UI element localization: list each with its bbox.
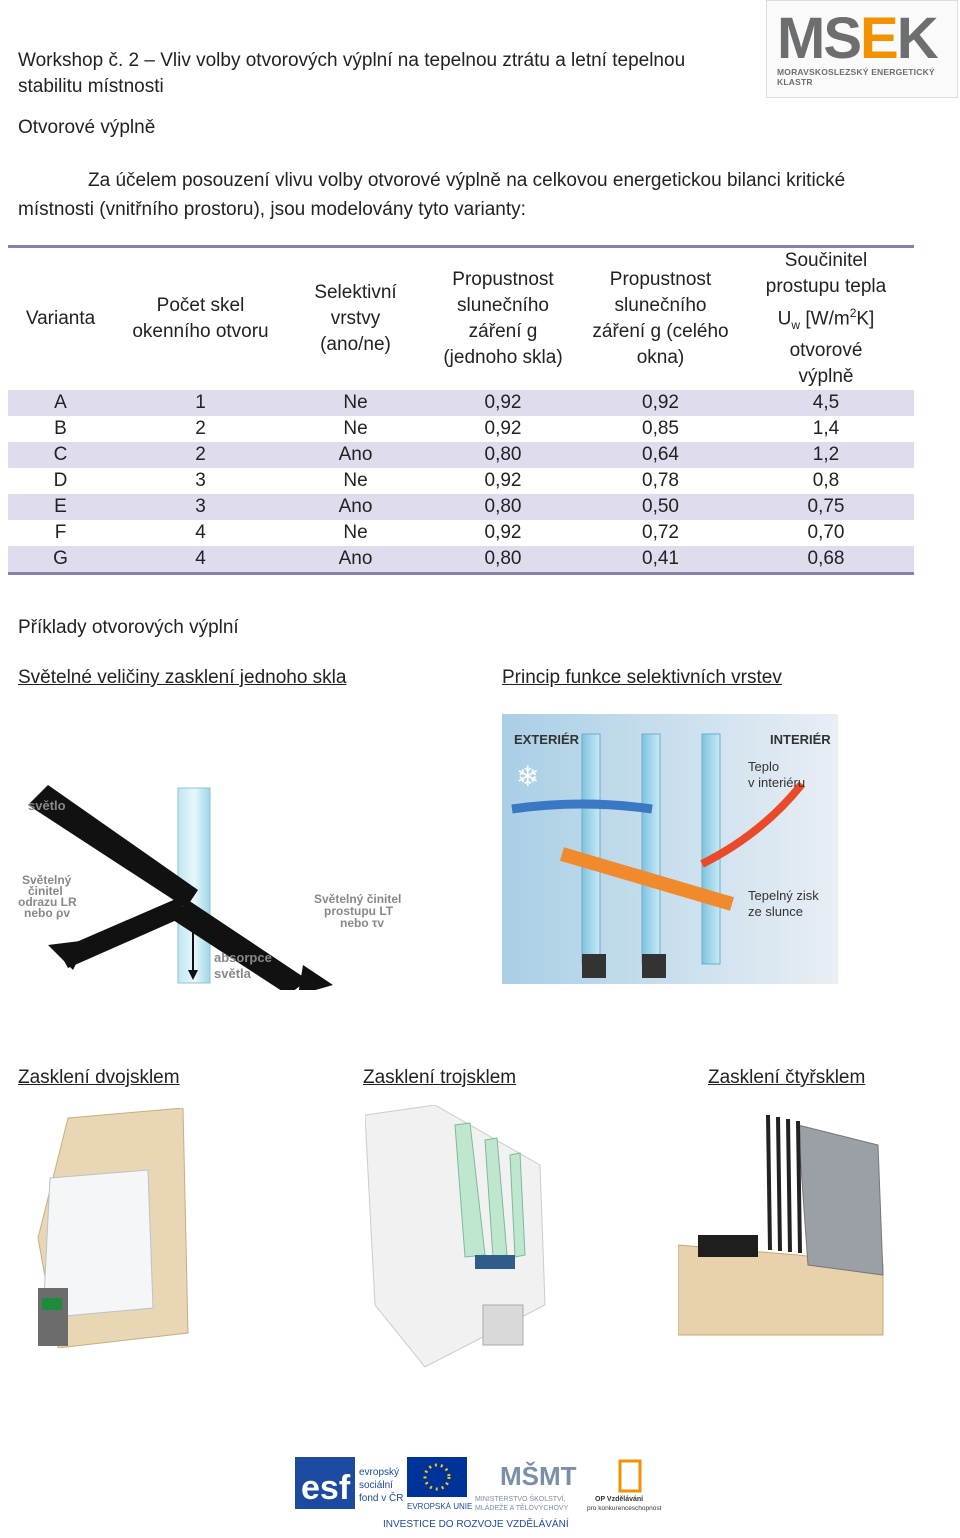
table-cell: 1,4 — [812, 418, 840, 440]
table-cell: 0,78 — [642, 470, 679, 492]
table-cell: 0,80 — [423, 546, 583, 574]
table-cell: Ne — [343, 470, 368, 492]
svg-text:EXTERIÉR: EXTERIÉR — [514, 732, 580, 747]
svg-text:odrazu LR: odrazu LR — [18, 895, 77, 909]
svg-text:pro konkurenceschopnost: pro konkurenceschopnost — [587, 1505, 662, 1512]
glazing-title-triple: Zasklení trojsklem — [363, 1067, 517, 1088]
table-cell: F — [54, 522, 67, 544]
table-cell: 0,70 — [807, 522, 845, 544]
svg-text:absorpce: absorpce — [214, 950, 272, 965]
logo-subtitle: MORAVSKOSLEZSKÝ ENERGETICKÝ KLASTR — [777, 67, 935, 87]
variants-table — [8, 245, 914, 575]
svg-text:INTERIÉR: INTERIÉR — [770, 732, 831, 747]
svg-text:MINISTERSTVO ŠKOLSTVÍ,: MINISTERSTVO ŠKOLSTVÍ, — [475, 1496, 566, 1503]
intro-line-2: místnosti (vnitřního prostoru), jsou modelovány tyto varianty: — [18, 199, 526, 220]
table-cell: 4 — [195, 522, 206, 544]
fig1-title: Světelné veličiny zasklení jednoho skla — [18, 667, 347, 688]
svg-text:Světelný činitel: Světelný činitel — [314, 892, 402, 906]
table-row — [8, 546, 914, 574]
table-cell: Ano — [288, 442, 423, 468]
svg-text:v interiéru: v interiéru — [748, 775, 806, 790]
svg-text:Teplo: Teplo — [748, 759, 780, 774]
table-cell: 4 — [113, 546, 288, 574]
double-glazing-image — [28, 1108, 198, 1348]
snowflake-icon: ❄ — [516, 761, 540, 792]
svg-text:ze slunce: ze slunce — [748, 904, 803, 919]
pane-2 — [642, 734, 660, 964]
svg-text:světla: světla — [214, 966, 251, 981]
table-cell: Ne — [288, 390, 423, 416]
logo-wordmark: MSEK — [777, 6, 937, 71]
table-cell: 0,41 — [583, 546, 738, 574]
table-row — [8, 520, 914, 546]
table-cell: 3 — [195, 470, 206, 492]
table-cell: 0,80 — [423, 442, 583, 468]
svg-text:OP Vzdělávání: OP Vzdělávání — [595, 1496, 644, 1503]
svg-text:EVROPSKÁ UNIE: EVROPSKÁ UNIE — [407, 1502, 473, 1511]
section-heading-priklady: Příklady otvorových výplní — [18, 617, 239, 638]
svg-text:fond v ČR: fond v ČR — [359, 1493, 404, 1504]
table-header-row — [8, 247, 914, 391]
svg-text:sociální: sociální — [359, 1480, 393, 1491]
table-cell: B — [54, 418, 67, 440]
cold-arrow — [512, 804, 652, 809]
intro-line-1: Za účelem posouzení vlivu volby otvorové výplně na celkovou energetickou bilanci kritické — [88, 170, 846, 191]
document-title: Workshop č. 2 – Vliv volby otvorových výplní na tepelnou ztrátu a letní tepelnou stabilitu místnosti — [18, 50, 686, 97]
quad-glazing-image — [678, 1105, 888, 1345]
eu-flag-icon — [407, 1457, 467, 1497]
msmt-logo: MŠMT — [500, 1461, 577, 1491]
table-cell: 0,80 — [423, 494, 583, 520]
table-cell: Ano — [288, 494, 423, 520]
table-cell: 0,92 — [484, 522, 522, 544]
intro-paragraph — [18, 166, 918, 224]
table-cell: 0,50 — [583, 494, 738, 520]
msek-logo — [766, 0, 958, 98]
header-selektivni-vrstvy: Selektivní vrstvy (ano/ne) — [314, 282, 397, 356]
table-cell: 0,92 — [484, 418, 522, 440]
table-cell: Ano — [288, 546, 423, 574]
svg-text:nebo ρv: nebo ρv — [24, 906, 71, 920]
header-pocet-skel: Počet skel okenního otvoru — [132, 295, 269, 343]
selective-layers-diagram — [502, 714, 838, 984]
svg-text:prostupu LT: prostupu LT — [324, 904, 394, 918]
triple-glazing-image — [365, 1105, 550, 1370]
table-cell: 0,68 — [738, 546, 914, 574]
svg-text:nebo τv: nebo τv — [340, 916, 385, 930]
table-cell: 0,92 — [484, 470, 522, 492]
table-cell: G — [8, 546, 113, 574]
op-logo-icon — [620, 1461, 640, 1491]
table-cell: 0,85 — [642, 418, 679, 440]
header-varianta: Varianta — [25, 308, 96, 330]
glazing-title-double: Zasklení dvojsklem — [18, 1067, 180, 1088]
svg-text:Tepelný zisk: Tepelný zisk — [748, 888, 819, 903]
table-cell: 2 — [195, 418, 206, 440]
svg-text:esf: esf — [301, 1469, 351, 1507]
table-cell: A — [8, 390, 113, 416]
table-cell: 2 — [113, 442, 288, 468]
pane-1 — [582, 734, 600, 964]
pane-3 — [702, 734, 720, 964]
table-cell: E — [8, 494, 113, 520]
glazing-title-quad: Zasklení čtyřsklem — [708, 1067, 866, 1088]
table-cell: 0,8 — [812, 470, 840, 492]
table-cell: 3 — [113, 494, 288, 520]
svg-text:MLÁDEŽE A TĚLOVÝCHOVY: MLÁDEŽE A TĚLOVÝCHOVY — [475, 1505, 569, 1512]
table-cell: 4,5 — [738, 390, 914, 416]
single-glass-light-diagram — [18, 770, 428, 990]
table-cell: Ne — [343, 522, 368, 544]
header-g-jednoho-skla: Propustnost slunečního záření g (jednoho skla) — [443, 269, 563, 369]
header-g-celeho-okna: Propustnost slunečního záření g (celého okna) — [592, 269, 729, 369]
footer-tagline: INVESTICE DO ROZVOJE VZDĚLÁVÁNÍ — [383, 1519, 569, 1530]
diagram-background — [502, 714, 838, 984]
section-heading-otvorove-vyplne: Otvorové výplně — [18, 117, 156, 138]
table-cell: C — [8, 442, 113, 468]
table-cell: 0,92 — [423, 390, 583, 416]
header-uw: Součinitel prostupu tepla $U_w$ $[W/m^2K]$ otvorové výplně — [765, 250, 887, 388]
label-svetlo: světlo — [28, 798, 66, 813]
table-cell: Ne — [343, 418, 368, 440]
eu-funding-logos — [295, 1455, 665, 1533]
table-cell: 1,2 — [738, 442, 914, 468]
table-cell: 0,92 — [583, 390, 738, 416]
fig2-title: Princip funkce selektivních vrstev — [502, 667, 782, 688]
table-cell: D — [53, 470, 68, 492]
table-row — [8, 416, 914, 442]
table-cell: 0,72 — [642, 522, 679, 544]
table-cell: 1 — [113, 390, 288, 416]
table-row — [8, 494, 914, 520]
table-row — [8, 390, 914, 416]
svg-text:Světelný: Světelný — [22, 873, 72, 887]
table-cell: 0,64 — [583, 442, 738, 468]
table-cell: 0,75 — [738, 494, 914, 520]
svg-text:činitel: činitel — [28, 884, 63, 898]
table-row — [8, 442, 914, 468]
table-row — [8, 468, 914, 494]
svg-text:evropský: evropský — [359, 1467, 400, 1478]
